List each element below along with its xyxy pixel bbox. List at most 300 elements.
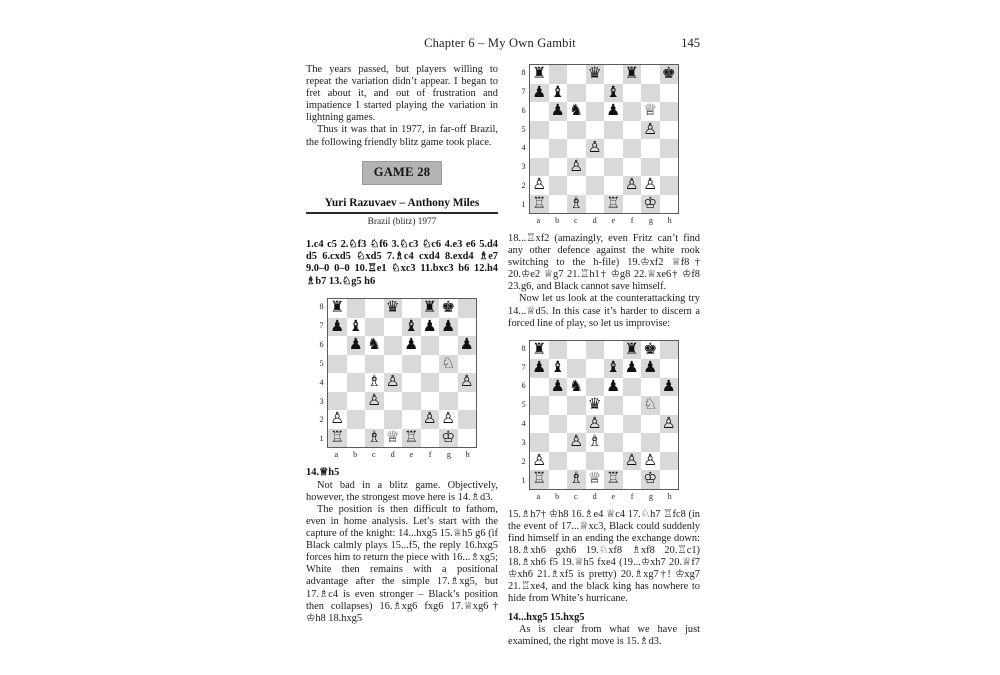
square-b2 <box>549 452 568 471</box>
square-f8 <box>623 341 642 360</box>
square-b4 <box>549 415 568 434</box>
chessboard-top-right <box>529 64 679 214</box>
square-f6 <box>421 336 440 355</box>
white-rook-icon: ♖ <box>532 193 547 212</box>
file-label: h <box>667 491 672 501</box>
square-e4 <box>402 373 421 392</box>
white-pawn-icon: ♙ <box>643 450 658 469</box>
black-king-icon: ♚ <box>661 64 676 82</box>
square-g4 <box>641 139 660 158</box>
black-queen-icon: ♛ <box>587 395 602 414</box>
square-b3 <box>347 392 366 411</box>
square-c4 <box>365 373 384 392</box>
right-paragraph-1: 18...♖xf2 (amazingly, even Fritz can’t find any other defence against the white rook switching to the h-file) 19.♔xf2 ♕f8† 20.♔e2 ♕g7 21.♖h1† ♔g8 22.♕xe6† ♔f8 23.g6, and Black cannot save himself. <box>508 233 700 293</box>
square-c7 <box>567 84 586 103</box>
square-g1 <box>641 470 660 489</box>
white-pawn-icon: ♙ <box>587 413 602 432</box>
square-b1 <box>549 195 568 214</box>
black-king-icon: ♚ <box>441 298 456 317</box>
black-bishop-icon: ♝ <box>404 316 419 335</box>
square-e1 <box>604 470 623 489</box>
white-queen-icon: ♕ <box>385 427 400 446</box>
rank-label: 6 <box>521 105 526 115</box>
right-column <box>508 64 700 648</box>
black-bishop-icon: ♝ <box>348 316 363 335</box>
square-g8 <box>439 299 458 318</box>
rank-label: 7 <box>521 362 526 372</box>
black-pawn-icon: ♟ <box>624 358 639 377</box>
white-pawn-icon: ♙ <box>330 409 345 428</box>
square-f2 <box>623 176 642 195</box>
square-h7 <box>660 359 679 378</box>
black-bishop-icon: ♝ <box>550 82 565 101</box>
square-g6 <box>641 102 660 121</box>
file-label: d <box>592 491 597 501</box>
rank-label: 2 <box>521 181 526 191</box>
black-pawn-icon: ♟ <box>330 316 345 335</box>
square-d1 <box>586 195 605 214</box>
square-b2 <box>347 410 366 429</box>
file-label: g <box>648 491 653 501</box>
file-label: h <box>667 216 672 225</box>
right-paragraph-2: Now let us look at the counterattacking try 14...♕d5. In this case it’s harder to discern a forced line of play, so let us improvise: <box>508 293 700 329</box>
square-d5 <box>384 355 403 374</box>
square-a5 <box>530 121 549 140</box>
rank-label: 8 <box>521 68 526 77</box>
right-paragraph-3: 15.♗h7† ♔h8 16.♗e4 ♕c4 17.♘h7 ♖fc8 (in the event of 17...♕xc3, Black could suddenly find himself in an ending the exchange down: 18.♗xh6 gxh6 19.♘xf8 ♗xf8 20.♖c1) 18.♗xh6 f5 19.♕h5 fxe4 (19...♔xh7 20.♕f7 ♔xh6 21.♗xf5 is pretty) 20.♗xg7†! ♔xg7 21.♖xe4, and the black king has nowhere to hide from White’s hurricane. <box>508 508 700 605</box>
rank-labels-bottom-right <box>518 340 529 490</box>
black-queen-icon: ♛ <box>385 298 400 317</box>
square-b8 <box>549 341 568 360</box>
square-b1 <box>347 429 366 448</box>
square-g1 <box>439 429 458 448</box>
square-d7 <box>384 318 403 337</box>
square-c6 <box>567 102 586 121</box>
square-f7 <box>421 318 440 337</box>
white-bishop-icon: ♗ <box>367 427 382 446</box>
square-a4 <box>328 373 347 392</box>
square-a2 <box>530 452 549 471</box>
black-knight-icon: ♞ <box>569 101 584 119</box>
rank-label: 6 <box>521 381 526 391</box>
white-king-icon: ♔ <box>643 193 658 212</box>
file-label: e <box>409 450 414 460</box>
white-knight-icon: ♘ <box>441 353 456 372</box>
square-a6 <box>328 336 347 355</box>
white-pawn-icon: ♙ <box>624 175 639 193</box>
white-queen-icon: ♕ <box>643 101 658 119</box>
square-b5 <box>549 121 568 140</box>
square-a8 <box>530 341 549 360</box>
file-labels-top-right <box>529 214 679 225</box>
white-pawn-icon: ♙ <box>661 413 676 432</box>
black-rook-icon: ♜ <box>330 298 345 317</box>
right-paragraph-4: As is clear from what we have just examined, the right move is 15.♗d3. <box>508 623 700 647</box>
square-h5 <box>458 355 477 374</box>
white-pawn-icon: ♙ <box>624 450 639 469</box>
square-c5 <box>365 355 384 374</box>
white-pawn-icon: ♙ <box>441 409 456 428</box>
square-h4 <box>458 373 477 392</box>
file-label: f <box>428 450 432 460</box>
black-pawn-icon: ♟ <box>532 82 547 101</box>
rank-label: 2 <box>319 415 324 425</box>
white-rook-icon: ♖ <box>606 469 621 488</box>
square-a5 <box>328 355 347 374</box>
file-label: b <box>555 216 560 225</box>
square-b8 <box>347 299 366 318</box>
square-f2 <box>623 452 642 471</box>
square-h3 <box>660 433 679 452</box>
square-d1 <box>586 470 605 489</box>
square-h7 <box>458 318 477 337</box>
square-e2 <box>402 410 421 429</box>
square-h6 <box>660 378 679 397</box>
square-e2 <box>604 452 623 471</box>
square-g5 <box>439 355 458 374</box>
square-b3 <box>549 158 568 177</box>
square-h4 <box>660 415 679 434</box>
white-pawn-icon: ♙ <box>569 432 584 451</box>
white-king-icon: ♔ <box>643 469 658 488</box>
square-e6 <box>604 378 623 397</box>
square-d5 <box>586 396 605 415</box>
square-g8 <box>641 341 660 360</box>
square-e8 <box>402 299 421 318</box>
square-e7 <box>604 359 623 378</box>
black-pawn-icon: ♟ <box>550 101 565 119</box>
file-label: e <box>611 216 616 225</box>
square-d8 <box>586 341 605 360</box>
square-d1 <box>384 429 403 448</box>
square-c1 <box>567 195 586 214</box>
left-paragraph-1: The years passed, but players willing to repeat the variation didn’t appear. I began to fret about it, and out of frustration and impatience I started playing the variation in lightning games. <box>306 64 498 124</box>
square-e7 <box>604 84 623 103</box>
file-label: c <box>574 216 578 225</box>
square-g4 <box>439 373 458 392</box>
rank-label: 1 <box>319 434 324 444</box>
square-b8 <box>549 65 568 84</box>
file-label: c <box>574 491 578 501</box>
square-g1 <box>641 195 660 214</box>
square-d4 <box>384 373 403 392</box>
square-c4 <box>567 139 586 158</box>
black-rook-icon: ♜ <box>624 64 639 82</box>
square-d3 <box>586 433 605 452</box>
rank-label: 1 <box>521 475 526 485</box>
square-h8 <box>660 65 679 84</box>
file-label: g <box>446 450 451 460</box>
square-d2 <box>586 452 605 471</box>
square-a1 <box>530 195 549 214</box>
square-f5 <box>623 396 642 415</box>
square-b7 <box>549 359 568 378</box>
black-bishop-icon: ♝ <box>550 358 565 377</box>
square-c3 <box>365 392 384 411</box>
square-f4 <box>623 139 642 158</box>
square-c7 <box>567 359 586 378</box>
square-f7 <box>623 359 642 378</box>
square-g7 <box>641 359 660 378</box>
black-pawn-icon: ♟ <box>643 358 658 377</box>
square-e1 <box>604 195 623 214</box>
square-f6 <box>623 378 642 397</box>
square-f3 <box>623 158 642 177</box>
square-f4 <box>421 373 440 392</box>
black-pawn-icon: ♟ <box>606 376 621 395</box>
left-paragraph-2: Thus it was that in 1977, in far-off Brazil, the following friendly blitz game took place. <box>306 124 498 148</box>
square-a3 <box>530 158 549 177</box>
square-d7 <box>586 359 605 378</box>
square-d2 <box>586 176 605 195</box>
white-pawn-icon: ♙ <box>569 156 584 175</box>
square-h8 <box>458 299 477 318</box>
chessboard-bottom-right <box>529 340 679 490</box>
file-label: g <box>648 216 653 225</box>
rank-label: 6 <box>319 339 324 349</box>
square-h6 <box>660 102 679 121</box>
black-bishop-icon: ♝ <box>606 82 621 101</box>
right-move-heading: 14...hxg5 15.hxg5 <box>508 611 585 623</box>
square-d6 <box>586 102 605 121</box>
square-f2 <box>421 410 440 429</box>
square-g6 <box>641 378 660 397</box>
black-rook-icon: ♜ <box>532 64 547 82</box>
file-label: f <box>630 216 634 225</box>
rank-label: 4 <box>521 419 526 429</box>
black-bishop-icon: ♝ <box>606 358 621 377</box>
square-d3 <box>586 158 605 177</box>
file-labels-bottom-right <box>529 490 679 501</box>
square-g6 <box>439 336 458 355</box>
square-a7 <box>328 318 347 337</box>
white-pawn-icon: ♙ <box>532 175 547 193</box>
square-g3 <box>641 158 660 177</box>
square-f8 <box>623 65 642 84</box>
black-pawn-icon: ♟ <box>348 335 363 354</box>
square-c5 <box>567 396 586 415</box>
square-g2 <box>439 410 458 429</box>
file-label: f <box>630 491 634 501</box>
square-d4 <box>586 139 605 158</box>
white-pawn-icon: ♙ <box>587 138 602 156</box>
file-label: a <box>334 450 339 460</box>
white-bishop-icon: ♗ <box>367 372 382 391</box>
white-bishop-icon: ♗ <box>569 469 584 488</box>
square-d8 <box>384 299 403 318</box>
square-f3 <box>421 392 440 411</box>
white-pawn-icon: ♙ <box>385 372 400 391</box>
left-move-heading: 14.♕h5 <box>306 467 340 479</box>
file-label: b <box>555 491 560 501</box>
players-heading: Yuri Razuvaev – Anthony Miles <box>324 196 480 209</box>
square-g3 <box>439 392 458 411</box>
page-number: 145 <box>681 36 700 50</box>
square-d5 <box>586 121 605 140</box>
square-e4 <box>604 139 623 158</box>
square-e6 <box>402 336 421 355</box>
square-d7 <box>586 84 605 103</box>
diagram-left <box>316 298 488 459</box>
square-a4 <box>530 415 549 434</box>
square-h3 <box>660 158 679 177</box>
square-b4 <box>347 373 366 392</box>
square-b4 <box>549 139 568 158</box>
left-column <box>306 64 498 625</box>
square-c7 <box>365 318 384 337</box>
square-a2 <box>530 176 549 195</box>
square-c8 <box>567 341 586 360</box>
white-pawn-icon: ♙ <box>459 372 474 391</box>
diagram-top-right <box>518 64 690 225</box>
square-a8 <box>328 299 347 318</box>
white-knight-icon: ♘ <box>643 395 658 414</box>
square-e7 <box>402 318 421 337</box>
square-a4 <box>530 139 549 158</box>
rank-label: 5 <box>521 400 526 410</box>
square-c1 <box>567 470 586 489</box>
square-b3 <box>549 433 568 452</box>
square-c2 <box>567 176 586 195</box>
square-h3 <box>458 392 477 411</box>
rank-label: 5 <box>521 124 526 134</box>
square-a6 <box>530 102 549 121</box>
square-a1 <box>328 429 347 448</box>
game-banner: GAME 28 <box>362 161 442 185</box>
players-rule <box>306 212 498 214</box>
black-rook-icon: ♜ <box>532 339 547 358</box>
white-rook-icon: ♖ <box>532 469 547 488</box>
square-a7 <box>530 359 549 378</box>
rank-label: 7 <box>319 321 324 331</box>
square-a2 <box>328 410 347 429</box>
rank-label: 3 <box>319 396 324 406</box>
rank-label: 8 <box>319 302 324 312</box>
rank-label: 3 <box>521 162 526 172</box>
square-f4 <box>623 415 642 434</box>
opening-moves: 1.c4 c5 2.♘f3 ♘f6 3.♘c3 ♘c6 4.e3 e6 5.d4 d5 6.cxd5 ♘xd5 7.♗c4 cxd4 8.exd4 ♗e7 9.0–0 0–0 10.♖e1 ♘xc3 11.bxc3 b6 12.h4 ♗b7 13.♘g5 h6 <box>306 238 498 287</box>
rank-label: 4 <box>319 377 324 387</box>
square-e1 <box>402 429 421 448</box>
white-rook-icon: ♖ <box>404 427 419 446</box>
white-pawn-icon: ♙ <box>367 390 382 409</box>
square-b7 <box>347 318 366 337</box>
file-label: a <box>536 491 541 501</box>
square-f1 <box>623 195 642 214</box>
file-labels-left <box>327 448 477 459</box>
square-g2 <box>641 176 660 195</box>
square-a3 <box>530 433 549 452</box>
square-a8 <box>530 65 549 84</box>
diagram-bottom-right <box>518 340 690 501</box>
file-label: d <box>592 216 597 225</box>
event-line: Brazil (blitz) 1977 <box>367 216 437 227</box>
square-e5 <box>604 396 623 415</box>
square-c5 <box>567 121 586 140</box>
square-a6 <box>530 378 549 397</box>
square-g5 <box>641 121 660 140</box>
rank-label: 8 <box>521 343 526 353</box>
white-pawn-icon: ♙ <box>422 409 437 428</box>
square-d2 <box>384 410 403 429</box>
rank-label: 2 <box>521 456 526 466</box>
square-e8 <box>604 341 623 360</box>
black-pawn-icon: ♟ <box>550 376 565 395</box>
square-b5 <box>549 396 568 415</box>
white-pawn-icon: ♙ <box>643 175 658 193</box>
square-a3 <box>328 392 347 411</box>
square-h1 <box>660 470 679 489</box>
square-f8 <box>421 299 440 318</box>
square-d6 <box>586 378 605 397</box>
file-label: d <box>390 450 395 460</box>
white-queen-icon: ♕ <box>587 469 602 488</box>
square-h5 <box>660 121 679 140</box>
square-h1 <box>660 195 679 214</box>
rank-label: 1 <box>521 199 526 209</box>
square-c6 <box>365 336 384 355</box>
square-h6 <box>458 336 477 355</box>
square-h5 <box>660 396 679 415</box>
running-head: Chapter 6 – My Own Gambit <box>424 36 576 50</box>
white-pawn-icon: ♙ <box>532 450 547 469</box>
square-h2 <box>458 410 477 429</box>
square-b6 <box>549 102 568 121</box>
white-rook-icon: ♖ <box>330 427 345 446</box>
square-d8 <box>586 65 605 84</box>
white-bishop-icon: ♗ <box>569 193 584 212</box>
square-c2 <box>567 452 586 471</box>
square-b2 <box>549 176 568 195</box>
square-h2 <box>660 452 679 471</box>
square-d4 <box>586 415 605 434</box>
square-a5 <box>530 396 549 415</box>
square-g7 <box>439 318 458 337</box>
black-rook-icon: ♜ <box>624 339 639 358</box>
file-label: a <box>536 216 541 225</box>
square-b6 <box>549 378 568 397</box>
square-e3 <box>402 392 421 411</box>
square-c8 <box>567 65 586 84</box>
square-h8 <box>660 341 679 360</box>
square-h1 <box>458 429 477 448</box>
square-c4 <box>567 415 586 434</box>
rank-label: 3 <box>521 437 526 447</box>
square-g5 <box>641 396 660 415</box>
square-g8 <box>641 65 660 84</box>
white-pawn-icon: ♙ <box>643 119 658 138</box>
file-label: b <box>353 450 358 460</box>
square-g7 <box>641 84 660 103</box>
square-d3 <box>384 392 403 411</box>
square-e6 <box>604 102 623 121</box>
file-label: e <box>611 491 616 501</box>
square-a7 <box>530 84 549 103</box>
square-d6 <box>384 336 403 355</box>
square-c8 <box>365 299 384 318</box>
black-knight-icon: ♞ <box>569 376 584 395</box>
white-rook-icon: ♖ <box>606 193 621 212</box>
black-king-icon: ♚ <box>643 339 658 358</box>
square-e3 <box>604 433 623 452</box>
black-pawn-icon: ♟ <box>441 316 456 335</box>
square-f6 <box>623 102 642 121</box>
square-e8 <box>604 65 623 84</box>
square-b1 <box>549 470 568 489</box>
black-pawn-icon: ♟ <box>422 316 437 335</box>
square-g4 <box>641 415 660 434</box>
square-c6 <box>567 378 586 397</box>
